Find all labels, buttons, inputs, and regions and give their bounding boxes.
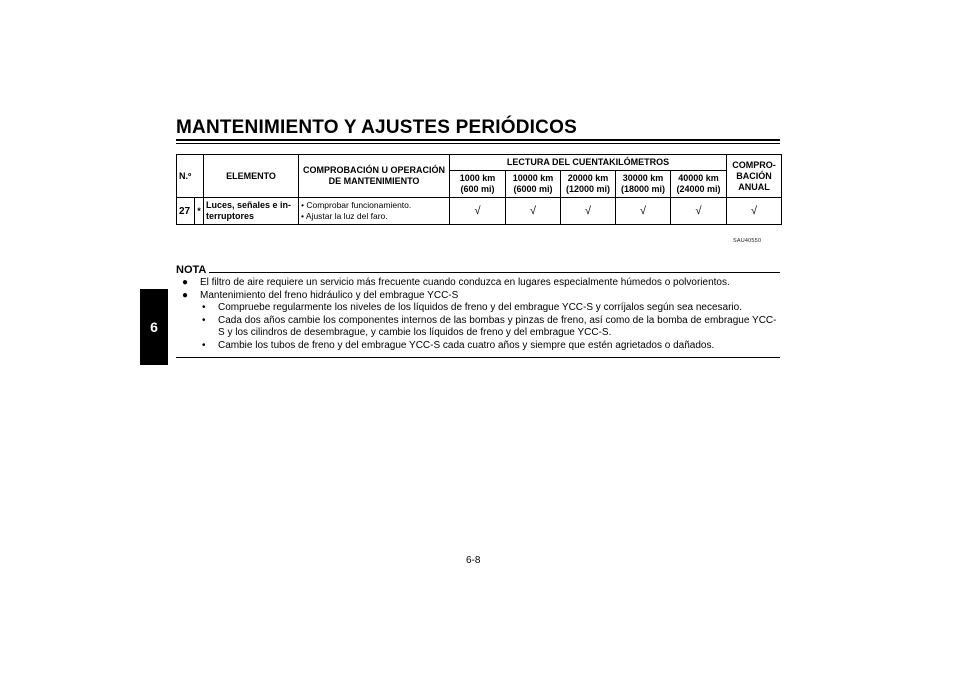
nota-subitem: [182, 315, 782, 340]
nota-subitem: [182, 340, 782, 353]
check-mark: √: [506, 198, 561, 225]
nota-item: [182, 290, 782, 303]
bullet-icon: ●: [182, 289, 189, 301]
operation-line: • Comprobar funcionamiento.: [301, 200, 412, 210]
dot-icon: •: [202, 339, 206, 351]
dot-icon: •: [202, 314, 206, 326]
maintenance-table: [176, 154, 782, 225]
nota-subitem: [182, 302, 782, 315]
title-rule-thick: [176, 139, 780, 141]
nota-item: [182, 277, 782, 290]
header-interval: 30000 km (18000 mi): [616, 171, 671, 198]
nota-subitem-text: Compruebe regularmente los niveles de los líquidos de freno y del embrague YCC-S y corríjalos según sea necesario.: [218, 302, 742, 314]
check-mark: √: [450, 198, 506, 225]
dot-icon: •: [202, 302, 206, 314]
check-mark: √: [616, 198, 671, 225]
nota-subitem-text: Cada dos años cambie los componentes internos de las bombas y pinzas de freno, así como de la bomba de embrague YCC-S y los cilindros de desembrague, y cambie los líquidos de freno y del embrague YCC-S.: [218, 314, 777, 339]
nota-label: NOTA: [176, 264, 207, 276]
page-title: MANTENIMIENTO Y AJUSTES PERIÓDICOS: [176, 117, 577, 138]
reference-code: SAU40550: [733, 238, 762, 244]
bullet-icon: ●: [182, 277, 189, 288]
nota-item-text: El filtro de aire requiere un servicio más frecuente cuando conduzca en lugares especialmente húmedos o polvorientos.: [200, 277, 730, 288]
header-annual: COMPRO- BACIÓN ANUAL: [727, 155, 782, 198]
header-odometer: LECTURA DEL CUENTAKILÓMETROS: [450, 155, 727, 171]
nota-rule: [209, 272, 780, 273]
row-element: Luces, señales e in- terruptores: [204, 198, 299, 225]
title-rule-thin: [176, 143, 780, 144]
check-mark: √: [561, 198, 616, 225]
header-interval: 10000 km (6000 mi): [506, 171, 561, 198]
operation-line: • Ajustar la luz del faro.: [301, 211, 388, 221]
row-operations: [299, 198, 450, 225]
header-no: N.º: [177, 155, 204, 198]
check-mark: √: [727, 198, 782, 225]
header-interval: 40000 km (24000 mi): [671, 171, 727, 198]
header-interval: 20000 km (12000 mi): [561, 171, 616, 198]
nota-subitem-text: Cambie los tubos de freno y del embrague YCC-S cada cuatro años y siempre que estén agrietados o dañados.: [218, 339, 715, 351]
chapter-tab: 6: [140, 289, 168, 365]
row-marker: *: [195, 198, 204, 225]
header-element: ELEMENTO: [204, 155, 299, 198]
nota-bottom-rule: [176, 357, 780, 358]
check-mark: √: [671, 198, 727, 225]
page-number: 6-8: [466, 555, 481, 566]
row-number: 27: [177, 198, 195, 225]
nota-body: [182, 277, 782, 353]
header-interval: 1000 km (600 mi): [450, 171, 506, 198]
table-row: [177, 198, 782, 225]
header-operation: COMPROBACIÓN U OPERACIÓN DE MANTENIMIENTO: [299, 155, 450, 198]
nota-item-text: Mantenimiento del freno hidráulico y del embrague YCC-S: [200, 289, 459, 301]
